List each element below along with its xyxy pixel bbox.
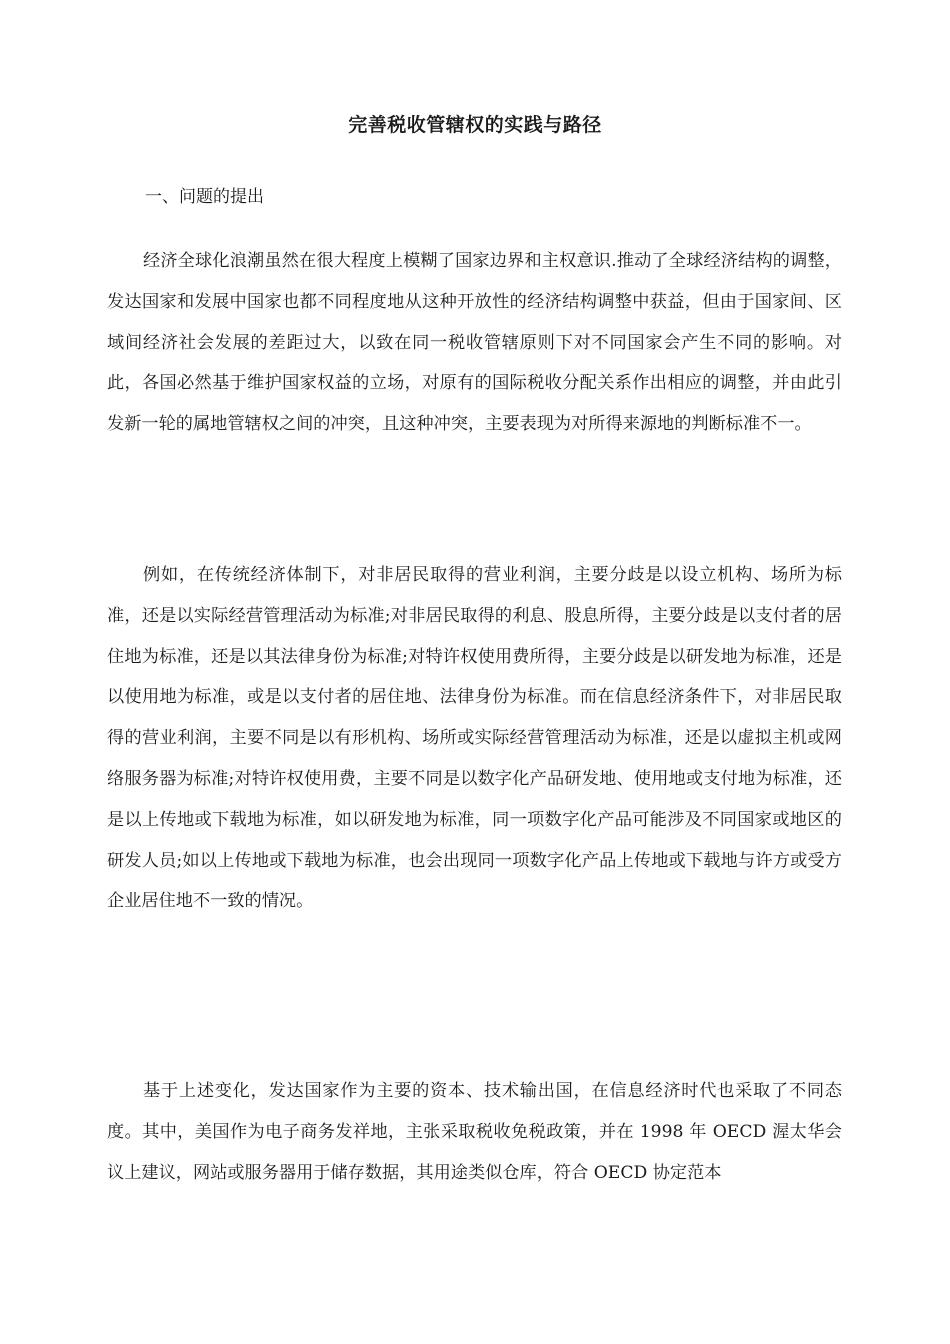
section-heading: 一、问题的提出: [145, 187, 264, 207]
paragraph: 例如，在传统经济体制下，对非居民取得的营业利润，主要分歧是以设立机构、场所为标准，还是以实际经营管理活动为标准;对非居民取得的利息、股息所得，主要分歧是以支付者的居住地为标准，还是以其法律身份为标准;对特许权使用费所得，主要分歧是以研发地为标准，还是以使用地为标准，或是以支付者的居住地、法律身份为标准。而在信息经济条件下，对非居民取得的营业利润，主要不同是以有形机构、场所或实际经营管理活动为标准，还是以虚拟主机或网络服务器为标准;对特许权使用费，主要不同是以数字化产品研发地、使用地或支付地为标准，还是以上传地或下载地为标准，如以研发地为标准，同一项数字化产品可能涉及不同国家或地区的研发人员;如以上传地或下载地为标准，也会出现同一项数字化产品上传地或下载地与许方或受方企业居住地不一致的情况。: [107, 565, 842, 912]
paragraph: 基于上述变化，发达国家作为主要的资本、技术输出国，在信息经济时代也采取了不同态度。其中，美国作为电子商务发祥地，主张采取税收免税政策，并在 1998 年 OECD 渥太华会议上建议，网站或服务器用于储存数据，其用途类似仓库，符合 OECD 协定范本: [107, 1081, 842, 1183]
document-title: 完善税收管辖权的实践与路径: [348, 114, 602, 136]
paragraph: 经济全球化浪潮虽然在很大程度上模糊了国家边界和主权意识.推动了全球经济结构的调整，发达国家和发展中国家也都不同程度地从这种开放性的经济结构调整中获益，但由于国家间、区域间经济社会发展的差距过大，以致在同一税收管辖原则下对不同国家会产生不同的影响。对此，各国必然基于维护国家权益的立场，对原有的国际税收分配关系作出相应的调整，并由此引发新一轮的属地管辖权之间的冲突，且这种冲突，主要表现为对所得来源地的判断标准不一。: [107, 251, 842, 435]
